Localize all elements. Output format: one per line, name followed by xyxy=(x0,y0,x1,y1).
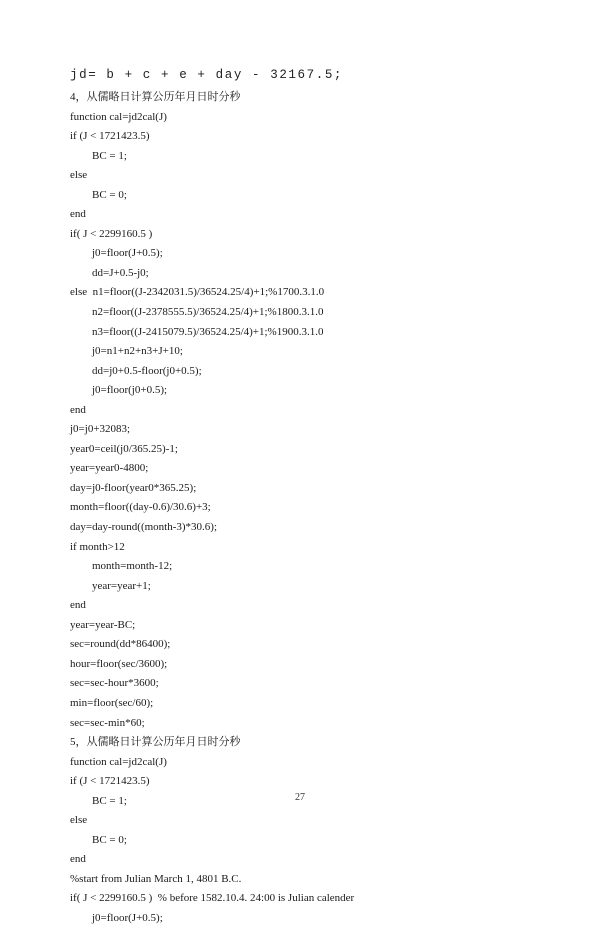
code-line: hour=floor(sec/3600); xyxy=(70,657,168,670)
code-line: %start from Julian March 1, 4801 B.C. xyxy=(70,872,242,885)
code-line: month=floor((day-0.6)/30.6)+3; xyxy=(70,501,211,514)
section-heading: 4，从儒略日计算公历年月日时分秒 xyxy=(70,91,241,103)
code-line: else xyxy=(70,814,88,827)
code-line: if (J < 1721423.5) xyxy=(70,130,150,143)
code-line: end xyxy=(70,208,86,221)
code-line-jd-formula: jd= b + c + e + day - 32167.5; xyxy=(70,68,344,82)
code-line: year0=ceil(j0/365.25)-1; xyxy=(70,442,178,455)
code-line: j0=floor(J+0.5); xyxy=(92,247,163,260)
code-line: n3=floor((J-2415079.5)/36524.25/4)+1;%1900.3.1.0 xyxy=(92,325,324,338)
code-line: j0=j0+32083; xyxy=(70,423,131,436)
code-line: BC = 1; xyxy=(92,794,127,807)
code-line: sec=round(dd*86400); xyxy=(70,638,171,651)
code-line: end xyxy=(70,853,86,866)
code-line: min=floor(sec/60); xyxy=(70,696,154,709)
code-line: BC = 1; xyxy=(92,149,127,162)
code-line: else n1=floor((J-2342031.5)/36524.25/4)+1;%1700.3.1.0 xyxy=(70,286,325,299)
code-line: day=day-round((month-3)*30.6); xyxy=(70,521,218,534)
code-line: j0=floor(J+0.5); xyxy=(92,911,163,924)
code-line: year=year-BC; xyxy=(70,618,136,631)
code-line: if month>12 xyxy=(70,540,125,553)
code-line: end xyxy=(70,403,86,416)
code-line: sec=sec-hour*3600; xyxy=(70,677,159,690)
code-line: sec=sec-min*60; xyxy=(70,716,145,729)
code-line: end xyxy=(70,599,86,612)
code-line: if( J < 2299160.5 ) % before 1582.10.4. 24:00 is Julian calender xyxy=(70,892,355,905)
code-line: else xyxy=(70,169,88,182)
code-line: BC = 0; xyxy=(92,188,127,201)
code-line: day=j0-floor(year0*365.25); xyxy=(70,481,197,494)
code-line: if (J < 1721423.5) xyxy=(70,775,150,788)
code-line: if( J < 2299160.5 ) xyxy=(70,227,153,240)
code-line: n2=floor((J-2378555.5)/36524.25/4)+1;%1800.3.1.0 xyxy=(92,306,324,319)
code-line: dd=j0+0.5-floor(j0+0.5); xyxy=(92,364,202,377)
page-number: 27 xyxy=(295,792,305,803)
code-line: function cal=jd2cal(J) xyxy=(70,755,167,768)
code-line: j0=n1+n2+n3+J+10; xyxy=(92,345,183,358)
code-line: year=year0-4800; xyxy=(70,462,149,475)
code-line: dd=J+0.5-j0; xyxy=(92,266,149,279)
code-line: j0=floor(j0+0.5); xyxy=(92,384,168,397)
code-line: year=year+1; xyxy=(92,579,151,592)
code-line: BC = 0; xyxy=(92,833,127,846)
code-line: month=month-12; xyxy=(92,560,173,573)
code-line: function cal=jd2cal(J) xyxy=(70,110,167,123)
section-heading: 5，从儒略日计算公历年月日时分秒 xyxy=(70,736,241,749)
